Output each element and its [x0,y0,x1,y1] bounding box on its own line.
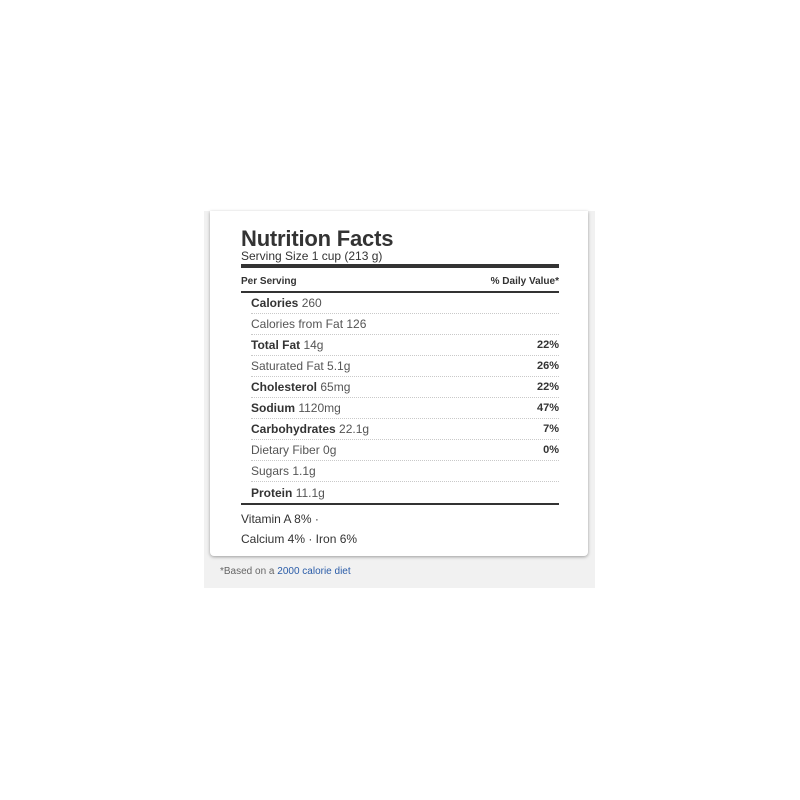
nutrient-amount: Sugars 1.1g [251,464,316,478]
nutrient-row-saturated-fat [251,356,559,377]
minerals-line: Calcium 4% · Iron 6% [241,532,358,546]
nutrient-amount: 11.1g [295,485,325,500]
nutrient-name: Cholesterol [251,380,318,394]
per-serving-header: Per Serving [241,276,297,287]
nutrient-row-calories-from-fat [251,314,559,335]
nutrient-name: Protein [251,485,293,500]
nutrient-amount: 65mg [320,380,351,394]
nutrient-name: Carbohydrates [251,422,336,436]
nutrient-pct: 22% [536,339,559,351]
nutrient-amount: Saturated Fat 5.1g [251,359,351,373]
thick-divider [241,264,559,268]
nutrient-name: Total Fat [251,338,301,352]
nutrient-row-protein [251,482,559,503]
nutrient-pct: 0% [543,444,559,456]
nutrient-row-total-fat [251,335,559,356]
nutrient-amount: 260 [301,296,322,310]
nutrient-amount: Calories from Fat 126 [251,317,367,331]
calorie-diet-link[interactable]: 2000 calorie diet [277,566,351,577]
nutrient-pct: 7% [543,423,559,435]
nutrient-pct: 22% [536,381,559,393]
vitamins-line: Vitamin A 8% · [241,512,319,526]
nutrient-amount: 22.1g [339,422,370,436]
nutrient-amount: 1120mg [298,401,341,415]
nutrient-pct: 47% [536,402,559,414]
serving-size: Serving Size 1 cup (213 g) [241,249,383,263]
label-title: Nutrition Facts [241,226,394,251]
nutrient-amount: 14g [303,338,324,352]
nutrient-row-sodium [251,398,559,419]
nutrient-name: Sodium [251,401,295,415]
nutrient-row-sugars [251,461,559,482]
nutrient-rows [251,293,559,503]
footnote [220,566,351,577]
bottom-divider [241,503,559,505]
nutrient-pct: 26% [536,360,559,372]
footnote-prefix: *Based on a [220,566,278,577]
nutrient-row-cholesterol [251,377,559,398]
nutrient-row-carbohydrates [251,419,559,440]
daily-value-header: % Daily Value* [490,276,559,287]
nutrient-row-calories [251,293,559,314]
nutrient-name: Calories [251,296,299,310]
nutrient-row-dietary-fiber [251,440,559,461]
nutrient-amount: Dietary Fiber 0g [251,443,337,457]
